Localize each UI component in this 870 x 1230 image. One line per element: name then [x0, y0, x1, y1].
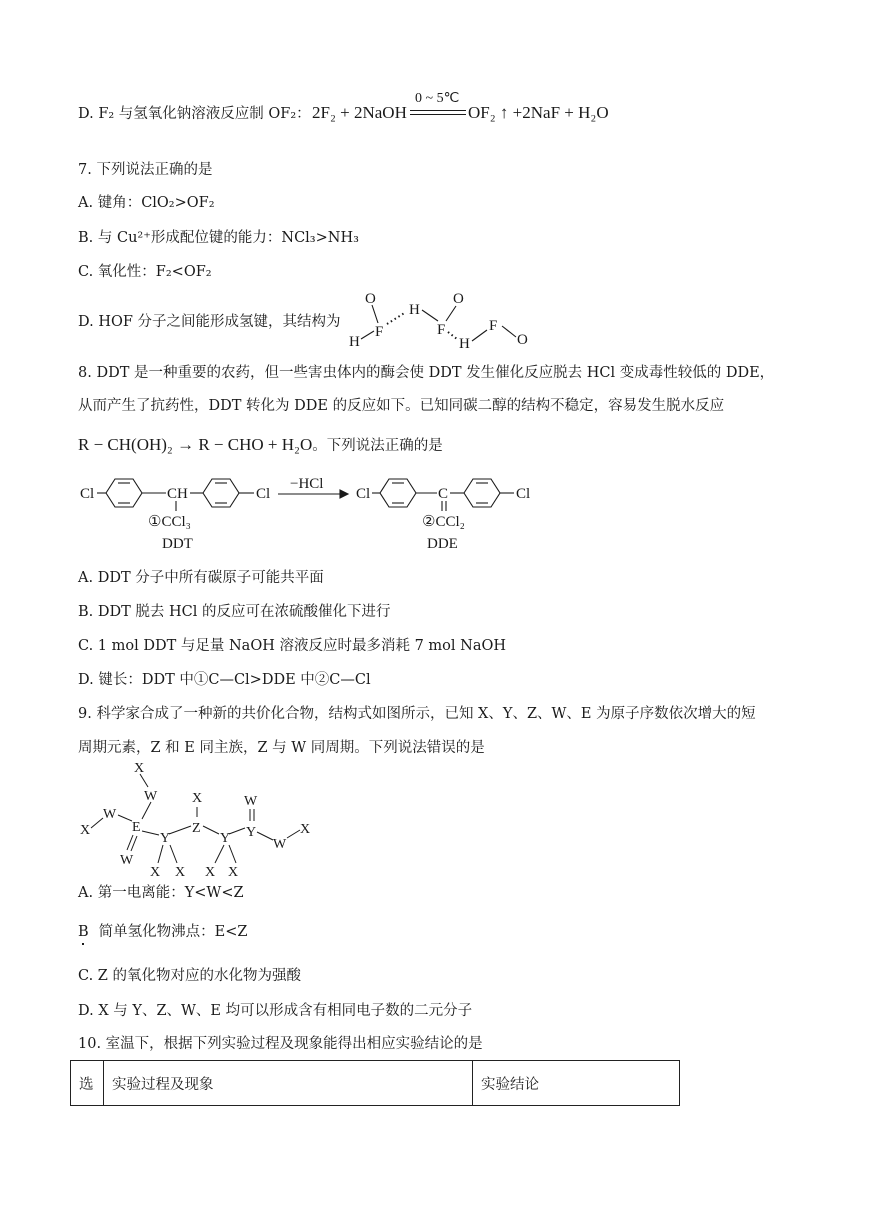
svg-text:Y: Y	[220, 831, 231, 846]
svg-text:Y: Y	[160, 831, 171, 846]
q10-stem: 10. 室温下，根据下列实验过程及现象能得出相应实验结论的是	[78, 1036, 483, 1052]
q6-d-text: D. F₂ 与氢氧化钠溶液反应制 OF₂：	[78, 106, 311, 122]
q9-stem-line1: 9. 科学家合成了一种新的共价化合物，结构式如图所示，已知 X、Y、Z、W、E 为原子序数依次增大的短	[78, 706, 756, 722]
table-header-row	[71, 1061, 680, 1106]
q7-option-b: B. 与 Cu²⁺形成配位键的能力：NCl₃>NH₃	[78, 230, 359, 246]
svg-text:X: X	[150, 865, 161, 880]
q9-option-b-dot	[82, 943, 84, 945]
q7-option-c: C. 氧化性：F₂<OF₂	[78, 264, 212, 280]
q9-option-b-letter: B	[78, 924, 89, 940]
q8-stem-line2: 从而产生了抗药性，DDT 转化为 DDE 的反应如下。已知同碳二醇的结构不稳定，容易发生脱水反应	[78, 398, 725, 414]
q8-diol-formula: R − CH(OH)₂ → R − CHO + H₂O	[78, 435, 313, 454]
q8-option-d: D. 键长：DDT 中①C—Cl>DDE 中②C—Cl	[78, 672, 371, 688]
svg-text:X: X	[300, 822, 311, 837]
q8-option-a: A. DDT 分子中所有碳原子可能共平面	[78, 570, 324, 586]
q8-stem-line3	[78, 435, 443, 456]
q6-option-d	[78, 104, 311, 124]
q9-option-b-text: 简单氢化物沸点：E<Z	[98, 924, 248, 940]
q10-experiment-table	[70, 1060, 680, 1106]
q9-structural-formula	[76, 758, 326, 883]
q9-option-b	[78, 922, 247, 942]
q9-option-a: A. 第一电离能：Y<W<Z	[78, 885, 244, 901]
q6-equation-right: OF₂ ↑ +2NaF + H₂O	[468, 103, 609, 122]
svg-text:O: O	[453, 291, 464, 307]
q7-option-d: D. HOF 分子之间能形成氢键，其结构为	[78, 314, 341, 330]
q8-option-b: B. DDT 脱去 HCl 的反应可在浓硫酸催化下进行	[78, 604, 391, 620]
q9-option-d: D. X 与 Y、Z、W、E 均可以形成含有相同电子数的二元分子	[78, 1003, 473, 1019]
q8-stem-line3-text: 。下列说法正确的是	[312, 438, 443, 454]
svg-text:F: F	[375, 324, 384, 340]
svg-text:X: X	[134, 761, 145, 776]
svg-text:W: W	[244, 794, 258, 809]
dde-label: DDE	[427, 536, 458, 552]
q6-equation-left: 2F₂ + 2NaOH	[312, 103, 407, 122]
svg-text:W: W	[144, 789, 158, 804]
q6-equation-double-line	[410, 110, 466, 115]
svg-text:CH: CH	[167, 486, 188, 502]
svg-text:X: X	[205, 865, 216, 880]
svg-text:F: F	[437, 322, 446, 338]
svg-text:X: X	[175, 865, 186, 880]
svg-text:W: W	[120, 853, 134, 868]
svg-text:Cl: Cl	[356, 486, 371, 502]
svg-text:C: C	[438, 486, 449, 502]
q7-option-a: A. 键角：ClO₂>OF₂	[78, 195, 215, 211]
ddt-to-dde-reaction	[78, 468, 558, 558]
svg-text:E: E	[132, 820, 141, 835]
dde-ccl2-label: ②CCl₂	[422, 514, 465, 530]
svg-text:Y: Y	[246, 825, 257, 840]
svg-text:X: X	[192, 791, 203, 806]
svg-text:H: H	[459, 336, 470, 352]
q7-stem: 7. 下列说法正确的是	[78, 162, 213, 178]
table-header-process: 实验过程及现象	[104, 1061, 473, 1106]
q9-stem-line2: 周期元素，Z 和 E 同主族，Z 与 W 同周期。下列说法错误的是	[78, 740, 485, 756]
svg-text:X: X	[228, 865, 239, 880]
svg-text:H: H	[349, 334, 360, 350]
svg-text:Z: Z	[192, 821, 201, 836]
q9-option-c: C. Z 的氧化物对应的水化物为强酸	[78, 968, 301, 984]
svg-text:Cl: Cl	[516, 486, 531, 502]
svg-text:W: W	[103, 807, 117, 822]
hof-hydrogen-bond-structure	[345, 286, 545, 356]
table-header-conclusion: 实验结论	[473, 1061, 680, 1106]
q8-option-c: C. 1 mol DDT 与足量 NaOH 溶液反应时最多消耗 7 mol NaOH	[78, 638, 507, 654]
q6-equation-condition: 0 ~ 5℃	[415, 91, 460, 106]
svg-text:H: H	[409, 302, 420, 318]
q8-stem-line1: 8. DDT 是一种重要的农药，但一些害虫体内的酶会使 DDT 发生催化反应脱去 HCl 变成毒性较低的 DDE，	[78, 365, 775, 381]
table-header-option: 选	[71, 1061, 104, 1106]
reaction-arrow-label: −HCl	[290, 476, 324, 492]
svg-text:W: W	[273, 837, 287, 852]
ddt-label: DDT	[162, 536, 193, 552]
ddt-ccl3-label: ①CCl₃	[148, 514, 191, 530]
svg-text:Cl: Cl	[80, 486, 95, 502]
svg-text:Cl: Cl	[256, 486, 271, 502]
svg-text:F: F	[489, 318, 498, 334]
svg-text:O: O	[365, 291, 376, 307]
svg-text:X: X	[80, 823, 91, 838]
svg-text:O: O	[517, 332, 528, 348]
